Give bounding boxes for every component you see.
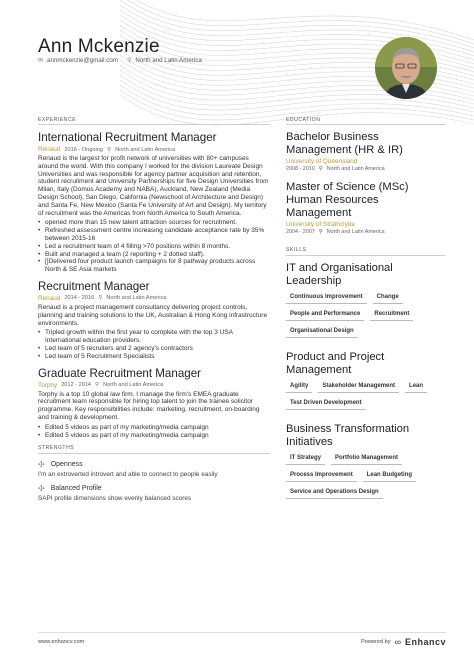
school-name: University of Queensland <box>286 158 358 165</box>
skill-tags <box>286 453 446 504</box>
email-icon: ✉ <box>38 58 44 64</box>
contact-line <box>38 57 202 64</box>
candidate-name: Ann Mckenzie <box>38 36 160 57</box>
section-divider <box>38 453 270 454</box>
job-dates: 2014 - 2016 <box>64 295 95 302</box>
education-meta <box>286 166 446 172</box>
company-name: Renaud <box>38 146 61 153</box>
page-footer <box>38 632 446 650</box>
job-title: Recruitment Manager <box>38 279 150 293</box>
location-pin-icon: ⚲ <box>95 382 100 389</box>
skill-tag: Agility <box>286 381 312 393</box>
skill-tag: Stakeholder Management <box>318 381 399 393</box>
skill-tag: People and Performance <box>286 309 364 321</box>
job-bullet: • opened more than 15 new talent attraction sources for recruitment. <box>38 219 270 227</box>
school-name: University of Strathclyde <box>286 221 355 228</box>
degree-title: Master of Science (MSc) Human Resources Management <box>286 181 409 219</box>
job-bullets <box>38 424 270 440</box>
balanced-profile-icon: ✣ <box>38 484 45 494</box>
wave-line <box>120 0 474 44</box>
skill-tags <box>286 292 446 343</box>
skill-tag: Test Driven Development <box>286 398 366 410</box>
job-entry <box>38 131 270 274</box>
experience-section <box>38 122 270 508</box>
education-location: North and Latin America <box>326 166 385 172</box>
skill-group-title: IT and Organisational Leadership <box>286 262 393 287</box>
location-pin-icon: ⚲ <box>106 146 112 153</box>
job-location: North and Latin America <box>115 146 176 153</box>
skill-group-title: Product and Project Management <box>286 351 385 376</box>
powered-by <box>361 637 446 647</box>
education-section <box>286 122 446 512</box>
footer-url[interactable]: www.enhancv.com <box>38 638 85 645</box>
job-meta <box>38 382 270 389</box>
company-name: Torphy <box>38 381 58 389</box>
skill-tag: Lean <box>405 381 427 393</box>
section-divider <box>286 124 446 125</box>
education-meta <box>286 229 446 235</box>
enhancv-logo-icon: ∞ <box>394 636 401 647</box>
brand-name[interactable]: Enhancv <box>404 636 446 647</box>
education-location: North and Latin America <box>326 229 385 235</box>
job-dates: 2016 - Ongoing <box>64 146 103 153</box>
degree-title: Bachelor Business Management (HR & IR) <box>286 131 403 156</box>
experience-heading: EXPERIENCE <box>38 117 77 123</box>
job-location: North and Latin America <box>106 295 167 302</box>
location-pin-icon: ⚲ <box>98 295 103 302</box>
location-pin-icon: ⚲ <box>126 58 132 64</box>
job-title: International Recruitment Manager <box>38 131 217 144</box>
location-pin-icon: ⚲ <box>318 229 323 235</box>
job-title: Graduate Recruitment Manager <box>38 366 202 380</box>
skill-tag: Portfolio Management <box>331 453 402 465</box>
education-entry <box>286 181 446 235</box>
job-dates: 2012 - 2014 <box>61 382 92 389</box>
job-bullet: • Built and managed a team (2 reporting + 2 dotted staff). <box>38 251 270 259</box>
job-bullet: • Edited 5 videos as part of my marketing/media campaign <box>38 424 270 432</box>
company-name: Renaud <box>38 294 61 302</box>
job-bullet: • Refreshed assessment centre increasing candidate acceptance rate by 35% between 2015-16 <box>38 227 270 243</box>
openness-icon: ✣ <box>38 460 45 470</box>
job-description: Renaud is the largest for profit network of universities with 80+ campuses around the world. With this company I worked for the division Laureate Design Universities and was responsible for agency partner acquisition and retention, student recruitment and University Partnerships for five Design Universities from Milan, Italy (Domus Academy and NABA), Auckland, New Zealand (Media Design School), San Diego, California (Newschool of Architecture and Design) and Santa Fe, New Mexico (Santa Fe University of Art and Design). My territory of recruitment was the Americas from North America to South America. <box>38 155 269 217</box>
job-bullet: • Edited 5 videos as part of my marketing/media campaign <box>38 432 270 440</box>
skill-tag: Recruitment <box>370 309 413 321</box>
powered-by-label: Powered by <box>361 638 391 645</box>
strength-title: Openness <box>50 461 83 469</box>
education-entry <box>286 131 446 172</box>
job-bullet: • Led a recruitment team of 4 filling >70 positions within 8 months. <box>38 243 270 251</box>
job-bullets <box>38 219 270 274</box>
section-divider <box>38 124 270 125</box>
skill-tag: Organisational Design <box>286 326 358 338</box>
strength-item <box>38 460 270 469</box>
skill-tag: Process Improvement <box>286 470 357 482</box>
section-divider <box>286 255 446 256</box>
strength-description: I'm an extroverted introvert and able to connect to people easily <box>38 471 218 479</box>
education-heading: EDUCATION <box>286 117 321 123</box>
strengths-heading: STRENGTHS <box>38 445 75 452</box>
strength-item <box>38 484 270 493</box>
location-pin-icon: ⚲ <box>318 166 323 172</box>
skill-tag: IT Strategy <box>286 453 325 465</box>
skill-tag: Continuous Improvement <box>286 292 367 304</box>
skill-tag: Change <box>373 292 403 304</box>
job-bullet: • Tripled growth within the first year to complete with the top 3 USA International education providers. <box>38 329 270 345</box>
email-text[interactable]: annmckenzie@gmail.com <box>47 57 118 64</box>
job-entry <box>38 367 270 440</box>
job-bullets <box>38 329 270 360</box>
job-bullet: • []Delivered four product launch campaigns for 8 pathway products across North & SE Asia markets <box>38 258 270 274</box>
job-entry <box>38 280 270 361</box>
strength-description: SAPI profile dimensions show evenly balanced scores <box>38 495 192 503</box>
job-description: Renaud is a project management consultancy delivering project controls, planning and training solutions to the UK, Australian & Hong Kong infrastructure environments. <box>38 303 268 327</box>
job-bullet: • Led team of 5 Recruitment Specialists <box>38 353 270 361</box>
profile-photo <box>375 37 437 99</box>
job-location: North and Latin America <box>103 382 164 389</box>
skills-heading: SKILLS <box>286 247 307 253</box>
skill-group-title: Business Transformation Initiatives <box>286 423 410 448</box>
job-description: Torphy is a top 10 global law firm. I manage the firm's EMEA graduate recruitment team responsible for hiring top talent to join the trainee solicitor programme. Key responsibilities include: marketing, recruitment, on-boarding and training & development. <box>38 390 260 421</box>
skill-tags <box>286 381 446 415</box>
education-dates: 2004 - 2007 <box>286 229 315 235</box>
skill-tag: Lean Budgeting <box>363 470 416 482</box>
education-dates: 2008 - 2010 <box>286 166 315 172</box>
job-meta <box>38 295 270 302</box>
strength-title: Balanced Profile <box>50 485 102 493</box>
job-meta <box>38 146 270 153</box>
location-text: North and Latin America <box>135 57 202 64</box>
job-bullet: • Led team of 5 recruiters and 2 agency's contractors <box>38 345 270 353</box>
skill-tag: Service and Operations Design <box>286 487 383 499</box>
